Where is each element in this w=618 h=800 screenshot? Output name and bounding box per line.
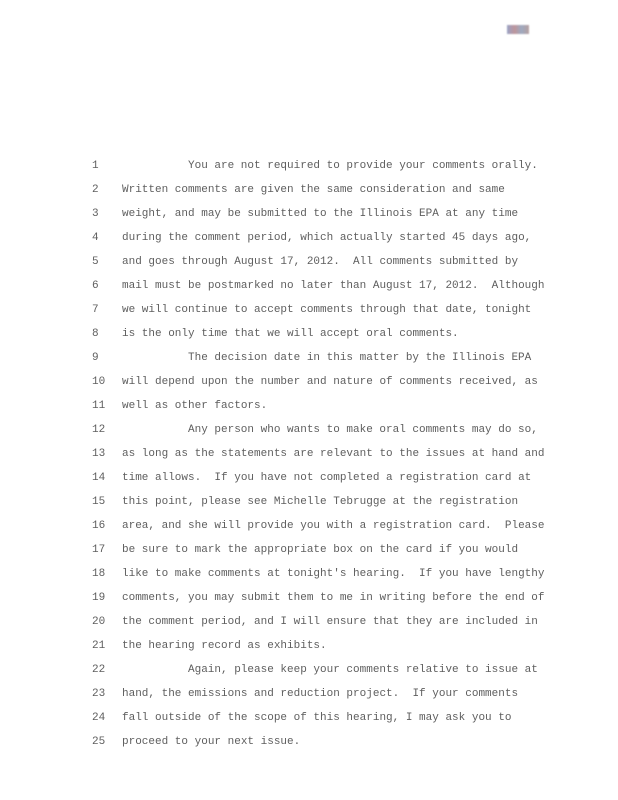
line-text: weight, and may be submitted to the Illinois EPA at any time [122,208,519,220]
line-text: we will continue to accept comments through that date, tonight [122,304,532,316]
transcript-line [0,634,618,658]
transcript-line [0,466,618,490]
line-text: time allows. If you have not completed a registration card at [122,472,532,484]
line-number: 24 [92,712,106,724]
transcript-line [0,226,618,250]
line-number: 16 [92,520,106,532]
transcript-line [0,154,618,178]
transcript-line [0,514,618,538]
line-text: comments, you may submit them to me in writing before the end of [122,592,545,604]
line-number: 17 [92,544,106,556]
line-text: like to make comments at tonight's hearing. If you have lengthy [122,568,545,580]
transcript-line [0,730,618,754]
line-number: 23 [92,688,106,700]
transcript-line [0,490,618,514]
line-number: 6 [92,280,99,292]
transcript-line [0,610,618,634]
line-number: 5 [92,256,99,268]
line-text: mail must be postmarked no later than August 17, 2012. Although [122,280,545,292]
line-text: fall outside of the scope of this hearing, I may ask you to [122,712,512,724]
line-text: The decision date in this matter by the Illinois EPA [188,352,532,364]
line-number: 22 [92,664,106,676]
line-text: well as other factors. [122,400,268,412]
line-number: 3 [92,208,99,220]
line-text: the hearing record as exhibits. [122,640,327,652]
line-text: proceed to your next issue. [122,736,301,748]
transcript-lines [0,154,618,754]
line-number: 19 [92,592,106,604]
line-number: 14 [92,472,106,484]
line-text: be sure to mark the appropriate box on the card if you would [122,544,519,556]
line-number: 9 [92,352,99,364]
transcript-line [0,658,618,682]
line-text: this point, please see Michelle Tebrugge at the registration [122,496,519,508]
transcript-line [0,298,618,322]
line-number: 7 [92,304,99,316]
transcript-line [0,682,618,706]
transcript-line [0,178,618,202]
transcript-line [0,538,618,562]
line-text: Written comments are given the same consideration and same [122,184,505,196]
line-number: 25 [92,736,106,748]
transcript-line [0,706,618,730]
line-number: 20 [92,616,106,628]
line-text: will depend upon the number and nature of comments received, as [122,376,538,388]
line-number: 1 [92,160,99,172]
transcript-line [0,394,618,418]
transcript-line [0,370,618,394]
line-number: 13 [92,448,106,460]
line-text: You are not required to provide your comments orally. [188,160,538,172]
line-number: 12 [92,424,106,436]
line-number: 18 [92,568,106,580]
line-text: Again, please keep your comments relative to issue at [188,664,538,676]
line-number: 2 [92,184,99,196]
line-text: and goes through August 17, 2012. All comments submitted by [122,256,519,268]
transcript-line [0,442,618,466]
line-number: 11 [92,400,106,412]
line-number: 15 [92,496,106,508]
line-text: as long as the statements are relevant to the issues at hand and [122,448,545,460]
transcript-line [0,586,618,610]
transcript-line [0,274,618,298]
transcript-line [0,418,618,442]
transcript-line [0,562,618,586]
line-text: the comment period, and I will ensure that they are included in [122,616,538,628]
line-text: Any person who wants to make oral comments may do so, [188,424,538,436]
line-text: area, and she will provide you with a registration card. Please [122,520,545,532]
transcript-line [0,322,618,346]
transcript-line [0,202,618,226]
line-number: 10 [92,376,106,388]
line-text: is the only time that we will accept oral comments. [122,328,459,340]
corner-stamp-icon [507,25,529,34]
line-text: during the comment period, which actually started 45 days ago, [122,232,532,244]
transcript-line [0,346,618,370]
line-number: 8 [92,328,99,340]
line-text: hand, the emissions and reduction project. If your comments [122,688,519,700]
line-number: 21 [92,640,106,652]
line-number: 4 [92,232,99,244]
transcript-line [0,250,618,274]
